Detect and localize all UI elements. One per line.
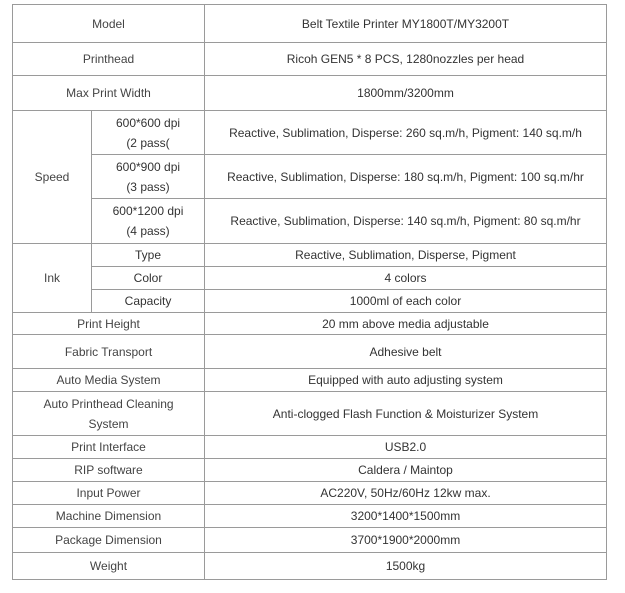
max-print-width-label: Max Print Width xyxy=(13,76,205,111)
input-power-value: AC220V, 50Hz/60Hz 12kw max. xyxy=(205,482,607,505)
speed-pass-text: (4 pass) xyxy=(126,224,170,238)
table-row-machine-dimension xyxy=(13,505,607,528)
speed-mode-value: Reactive, Sublimation, Disperse: 180 sq.m/h, Pigment: 100 sq.m/hr xyxy=(205,155,607,199)
table-row-weight xyxy=(13,553,607,580)
table-row-print-interface xyxy=(13,436,607,459)
auto-printhead-cleaning-label-line2: System xyxy=(88,416,129,431)
rip-software-value: Caldera / Maintop xyxy=(205,459,607,482)
auto-printhead-cleaning-label xyxy=(13,392,205,436)
model-value: Belt Textile Printer MY1800T/MY3200T xyxy=(205,5,607,43)
table-row-rip-software xyxy=(13,459,607,482)
max-print-width-value: 1800mm/3200mm xyxy=(205,76,607,111)
ink-capacity-value: 1000ml of each color xyxy=(205,290,607,313)
table-row-model xyxy=(13,5,607,43)
print-interface-label: Print Interface xyxy=(13,436,205,459)
table-row-input-power xyxy=(13,482,607,505)
input-power-label: Input Power xyxy=(13,482,205,505)
fabric-transport-label: Fabric Transport xyxy=(13,335,205,369)
speed-mode-resolution xyxy=(92,199,205,244)
table-row-auto-media-system xyxy=(13,369,607,392)
package-dimension-label: Package Dimension xyxy=(13,528,205,553)
print-interface-value: USB2.0 xyxy=(205,436,607,459)
speed-pass-text: (3 pass) xyxy=(126,179,170,194)
table-row-fabric-transport xyxy=(13,335,607,369)
table-row-ink-capacity xyxy=(13,290,607,313)
machine-dimension-label: Machine Dimension xyxy=(13,505,205,528)
table-row-ink-type xyxy=(13,244,607,267)
speed-mode-value: Reactive, Sublimation, Disperse: 260 sq.m/h, Pigment: 140 sq.m/h xyxy=(205,111,607,155)
ink-type-value: Reactive, Sublimation, Disperse, Pigment xyxy=(205,244,607,267)
table-row-ink-color xyxy=(13,267,607,290)
print-height-value: 20 mm above media adjustable xyxy=(205,313,607,335)
speed-mode-value: Reactive, Sublimation, Disperse: 140 sq.m/h, Pigment: 80 sq.m/hr xyxy=(205,199,607,244)
table-row-speed-3 xyxy=(13,199,607,244)
speed-label: Speed xyxy=(13,111,92,244)
auto-printhead-cleaning-value: Anti-clogged Flash Function & Moisturizer System xyxy=(205,392,607,436)
table-row-print-height xyxy=(13,313,607,335)
table-row-printhead xyxy=(13,43,607,76)
table-row-max-print-width xyxy=(13,76,607,111)
speed-pass-text: (2 pass( xyxy=(126,135,170,150)
auto-media-system-value: Equipped with auto adjusting system xyxy=(205,369,607,392)
weight-value: 1500kg xyxy=(205,553,607,580)
speed-resolution-text: 600*1200 dpi xyxy=(112,204,184,218)
ink-capacity-label: Capacity xyxy=(92,290,205,313)
package-dimension-value: 3700*1900*2000mm xyxy=(205,528,607,553)
printhead-value: Ricoh GEN5 * 8 PCS, 1280nozzles per head xyxy=(205,43,607,76)
speed-resolution-text: 600*600 dpi xyxy=(115,115,181,130)
print-height-label: Print Height xyxy=(13,313,205,335)
speed-mode-resolution xyxy=(92,155,205,199)
ink-type-label: Type xyxy=(92,244,205,267)
rip-software-label: RIP software xyxy=(13,459,205,482)
fabric-transport-value: Adhesive belt xyxy=(205,335,607,369)
printhead-label: Printhead xyxy=(13,43,205,76)
auto-media-system-label: Auto Media System xyxy=(13,369,205,392)
ink-label: Ink xyxy=(13,244,92,313)
table-row-package-dimension xyxy=(13,528,607,553)
speed-resolution-text: 600*900 dpi xyxy=(115,159,181,174)
table-row-auto-printhead-cleaning xyxy=(13,392,607,436)
weight-label: Weight xyxy=(13,553,205,580)
ink-color-label: Color xyxy=(92,267,205,290)
speed-mode-resolution xyxy=(92,111,205,155)
table-row-speed-1 xyxy=(13,111,607,155)
model-label: Model xyxy=(13,5,205,43)
auto-printhead-cleaning-label-line1: Auto Printhead Cleaning xyxy=(43,396,174,411)
ink-color-value: 4 colors xyxy=(205,267,607,290)
machine-dimension-value: 3200*1400*1500mm xyxy=(205,505,607,528)
table-row-speed-2 xyxy=(13,155,607,199)
spec-table xyxy=(12,4,607,580)
